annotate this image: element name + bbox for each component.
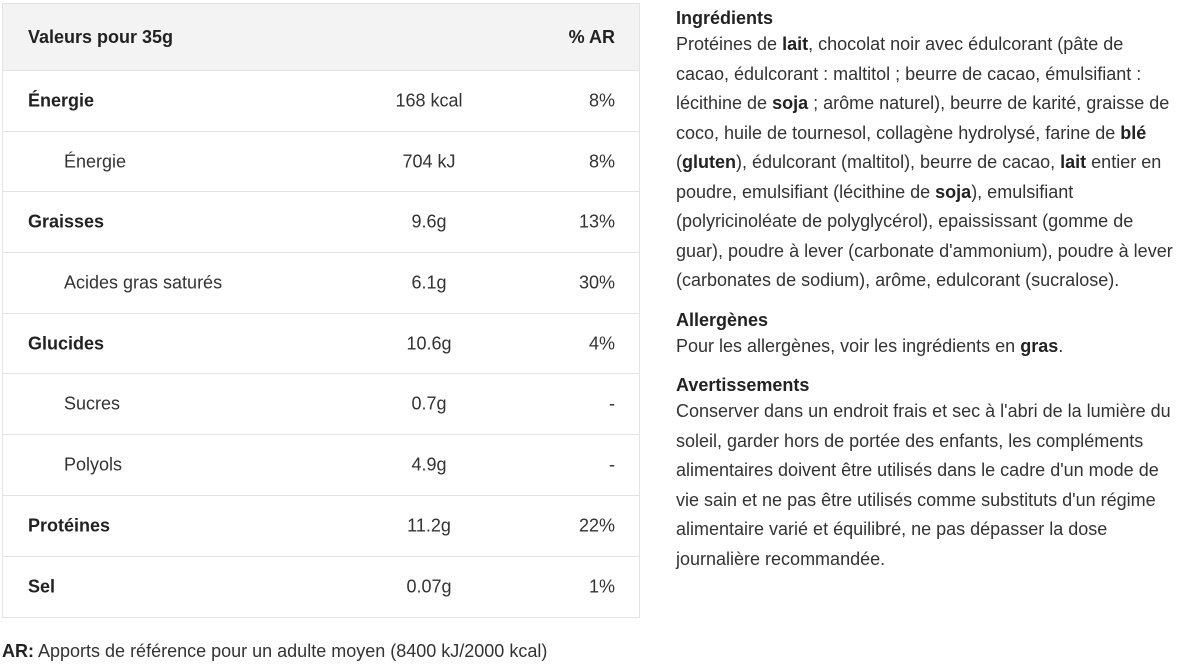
nutrient-value: 0.07g [406,576,452,597]
text-segment: entier en poudre, emulsifiant (lécithine de [676,152,1162,202]
nutrient-ar-percent: 8% [588,151,615,172]
nutrient-name: Sucres [64,393,121,414]
text-segment: ( [676,152,682,172]
nutrient-ar-percent: 13% [578,211,615,232]
allergen-highlight: lait [1060,152,1087,172]
nutrient-value: 6.1g [411,272,447,293]
text-segment: Pour les allergènes, voir les ingrédients en [676,335,1021,356]
nutrient-name: Protéines [28,515,111,536]
ingredients-title: Ingrédients [676,8,774,28]
nutrient-value: 11.2g [407,515,451,536]
nutrition-row [3,192,639,253]
text-segment: ; arôme naturel), beurre de karité, graisse de coco, huile de tournesol, collagène hydrolysé, farine de [676,93,1170,143]
nutrient-value: 9.6g [411,211,447,232]
text-segment: ), emulsifiant (polyricinoléate de polyglycérol), epaississant (gomme de guar), poudre à lever (carbonate d'ammonium), poudre à lever (carbonates de sodium), arôme, edulcorant (sucralose). [676,181,1173,290]
nutrition-row [3,374,639,435]
text-segment: ), édulcorant (maltitol), beurre de cacao, [736,152,1061,172]
nutrient-name: Acides gras saturés [64,272,223,293]
nutrient-name: Sel [28,576,56,597]
header-serving-label: Valeurs pour 35g [28,26,174,47]
nutrition-row [3,557,639,618]
nutrient-name: Polyols [64,454,123,475]
nutrient-ar-percent: 22% [578,515,615,536]
nutrition-row [3,435,639,496]
warnings-title: Avertissements [676,375,810,395]
nutrition-row [3,314,639,375]
nutrition-row [3,132,639,193]
nutrition-rows [3,71,639,617]
nutrient-value: 0.7g [411,393,447,414]
allergens-section [676,308,1181,362]
nutrition-row [3,253,639,314]
ingredients-text [676,30,1181,296]
nutrient-ar-percent: 8% [588,90,615,111]
warnings-text: Conserver dans un endroit frais et sec à l'abri de la lumière du soleil, garder hors de portée des enfants, les compléments alimentaires doivent être utilisés dans le cadre d'un mode de vie sain et ne pas être utilisés comme substituts d'un régime alimentaire varié et équilibré, ne pas dépasser la dose journalière recommandée. [676,401,1171,569]
ar-footnote-text: Apports de référence pour un adulte moyen (8400 kJ/2000 kcal) [34,641,548,661]
text-segment: . [1058,335,1064,356]
nutrient-value: 168 kcal [395,90,463,111]
allergens-text [676,332,1181,362]
allergen-highlight: lait [782,34,809,54]
nutrient-value: 704 kJ [402,151,456,172]
nutrient-ar-percent: - [609,393,615,414]
text-segment: Protéines de [676,34,783,54]
warnings-section [676,373,1181,574]
nutrition-table-header [3,4,639,71]
nutrient-value: 10.6g [406,333,452,354]
allergen-highlight: soja [935,181,972,202]
allergen-highlight: gras [1020,335,1059,356]
nutrition-table [2,3,640,618]
nutrient-ar-percent: 1% [588,576,615,597]
nutrient-name: Graisses [28,211,105,232]
nutrient-value: 4.9g [411,454,447,475]
text-segment: , chocolat noir avec édulcorant (pâte de cacao, édulcorant : maltitol ; beurre de cacao, émulsifiant : lécithine de [676,34,1142,113]
allergens-title: Allergènes [676,309,769,330]
nutrient-name: Énergie [28,90,95,111]
nutrient-name: Énergie [64,151,127,172]
allergen-highlight: blé [1120,122,1147,143]
nutrient-ar-percent: - [609,454,615,475]
ingredients-section [676,6,1181,296]
nutrient-name: Glucides [28,333,105,354]
allergen-highlight: soja [772,93,809,113]
ar-footnote-label: AR: [2,641,34,661]
ar-footnote [2,641,547,662]
product-info [676,6,1181,586]
nutrition-row [3,71,639,132]
nutrition-row [3,496,639,557]
allergen-highlight: gluten [682,152,736,172]
nutrient-ar-percent: 4% [588,333,615,354]
header-ar-label: % AR [568,26,615,47]
nutrient-ar-percent: 30% [578,272,615,293]
